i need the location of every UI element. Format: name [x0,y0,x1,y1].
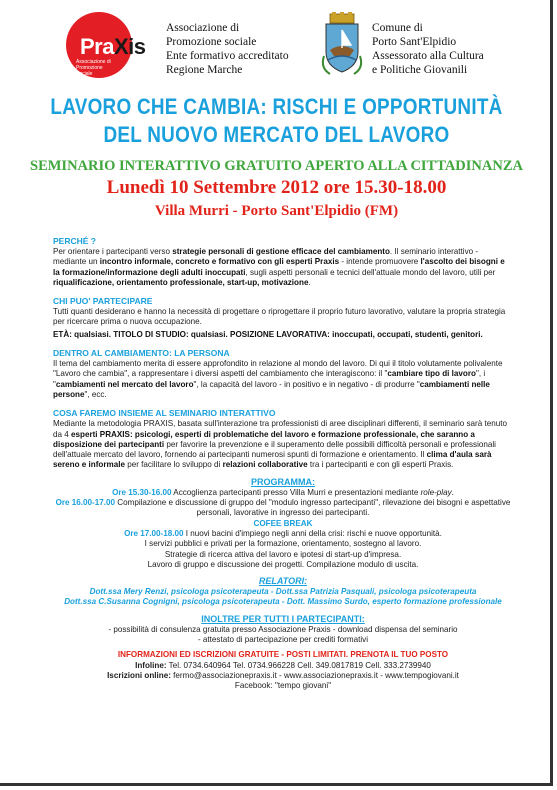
programma-line: Lavoro di gruppo e discussione dei progetti. Compilazione modulo di uscita. [147,559,419,569]
coffee-break-label: COFEE BREAK [253,518,313,528]
comune-line: Assessorato alla Cultura [372,50,484,62]
online-label: Iscrizioni online: [107,670,171,680]
bold-run: esperti PRAXIS: psicologi, esperti di problematiche del lavoro e formazione professionale, che saranno a disposizione dei partecipanti [53,429,475,449]
relatori-line: Dott.ssa Mery Renzi, psicologa psicoterapeuta - Dott.ssa Patrizia Pasquali, psicologa psicoterapeuta [89,587,477,597]
section-heading-chi: CHI PUO' PARTECIPARE [53,296,153,307]
bold-run: incontro informale, concreto e formativo con gli esperti Praxis [99,257,340,267]
bold-run: cambiamenti nelle persone [53,379,490,399]
bold-run: clima d'aula sarà sereno e informale [53,450,492,470]
infoline-text: Tel. 0734.640964 Tel. 0734.966228 Cell. 349.0817819 Cell. 333.2739940 [166,660,431,670]
logo-word [80,34,146,60]
section-text-chi: Tutti quanti desiderano e hanno la necessità di progettare o riprogettare il proprio futuro lavorativo, valutare la propria strategia per ricercare prima o nuova occupazione. [53,307,506,327]
programma-item [53,488,513,498]
text-run: Mediante la metodologia PRAXIS, basata sull'interazione tra professionisti di aree disciplinari differenti, il seminario sarà tenuto da 4 [53,419,507,439]
comune-info [372,21,484,77]
title-line-1: LAVORO CHE CAMBIA: RISCHI E OPPORTUNITÀ [50,94,503,119]
programma-em: role-play [420,487,452,497]
text-run: - intende promuovere [339,257,421,267]
text-run: . [308,277,311,287]
programma-time: Ore 15.30-16.00 [112,487,172,497]
logo-word-part2: Xis [113,34,146,59]
seminar-subtitle: SEMINARIO INTERATTIVO GRATUITO APERTO ALLA CITTADINANZA [30,158,523,174]
relatori-line: Dott.ssa C.Susanna Cognigni, psicologa psicoterapeuta - Dott. Massimo Surdo, esperto formazione professionale [64,597,502,607]
header [0,0,553,95]
section-text-dentro [53,359,513,400]
relatori-heading: RELATORI: [258,576,308,587]
online-text[interactable]: fermo@associazionepraxis.it - www.associazionepraxis.it - www.tempogiovani.it [170,670,459,680]
section-heading-perche: PERCHÉ ? [53,236,96,246]
online-registration [53,671,513,681]
text-run: ", i " [53,369,486,389]
programma-tail: . [451,487,454,497]
programma-line: Strategie di ricerca attiva del lavoro e ipotesi di start-up d'impresa. [164,549,402,559]
inoltre-line: - possibilità di consulenza gratuita presso Associazione Praxis - download dispensa del seminario [108,624,458,634]
programma-item [53,529,513,539]
praxis-logo [60,12,160,86]
association-info [166,21,289,77]
section-text-chi-details [53,330,513,340]
content-body [53,236,513,692]
programma-text: Compilazione e discussione di gruppo del "modulo ingresso partecipanti", rilevazione dei bisogni e aspettative personali, lavorative in ingresso dei partecipanti. [115,498,511,518]
programma-line: I servizi pubblici e privati per la formazione, orientamento, sostegno al lavoro. [144,539,422,549]
assoc-line: Associazione di [166,22,240,34]
programma-text: Accoglienza partecipanti presso Villa Murri e presentazioni mediante [171,487,421,497]
programma-text: I nuovi bacini d'impiego negli anni della crisi: rischi e nuove opportunità. [183,528,442,538]
comune-line: Comune di [372,22,423,34]
assoc-line: Regione Marche [166,64,243,76]
bold-run: relazioni collaborative [222,460,308,470]
bold-run: strategie personali di gestione efficace del cambiamento [172,247,390,256]
section-text-perche [53,247,513,288]
bold-run: riqualificazione, orientamento professionale, start-up, motivazione [53,277,309,287]
section-text-cosa [53,419,513,470]
facebook-line: Facebook: "tempo giovani" [234,681,332,691]
text-run: per favorire la prevenzione e il superamento delle possibili difficoltà personali e professionali dell'attuale mercato del lavoro, fornendo ai partecipanti numerosi spunti di formazione e orientamento. Il [53,439,496,460]
comune-line: Porto Sant'Elpidio [372,36,457,48]
bold-run: cambiamenti nel mercato del lavoro [55,379,194,389]
programma-heading: PROGRAMMA: [251,476,315,487]
text-run: , sugli aspetti personali e tecnici dell'attuale mondo del lavoro, utili per [245,267,496,277]
section-heading-cosa: COSA FAREMO INSIEME AL SEMINARIO INTERATTIVO [53,408,276,419]
text-run: . Il seminario interattivo - mediante un [53,247,479,267]
section-heading-dentro: DENTRO AL CAMBIAMENTO: LA PERSONA [53,348,230,359]
bold-run: ETÀ: qualsiasi. TITOLO DI STUDIO: qualsiasi. POSIZIONE LAVORATIVA: inoccupati, occupati, studenti, genitori. [53,329,483,339]
inoltre-heading: INOLTRE PER TUTTI I PARTECIPANTI: [201,613,365,624]
logo-sub: Associazione di Promozione Sociale [76,59,111,77]
assoc-line: Ente formativo accreditato [166,50,289,62]
bold-run: cambiare tipo di lavoro [387,369,476,379]
text-run: tra i partecipanti e con gli esperti Praxis. [307,460,454,470]
event-place: Villa Murri - Porto Sant'Elpidio (FM) [154,203,399,219]
text-run: ", la capacità del lavoro - in positivo e in negativo - di produrre " [193,379,420,389]
text-run: Per orientare i partecipanti verso [53,247,173,256]
municipal-crest-icon [320,12,364,78]
programma-time: Ore 16.00-17.00 [55,498,115,508]
text-run: per facilitare lo sviluppo di [124,460,223,470]
bold-run: l'ascolto dei bisogni e la formazione/informazione degli adulti inoccupati [53,257,505,277]
programma-time: Ore 17.00-18.00 [124,528,184,538]
logo-word-part1: Pra [80,34,114,59]
info-heading: INFORMAZIONI ED ISCRIZIONI GRATUITE - POSTI LIMITATI. PRENOTA IL TUO POSTO [117,650,449,660]
event-date: Lunedì 10 Settembre 2012 ore 15.30-18.00 [106,177,447,198]
infoline-label: Infoline: [135,660,167,670]
inoltre-line: - attestato di partecipazione per crediti formativi [197,635,369,645]
text-run: Il tema del cambiamento merita di essere approfondito in relazione al mondo del lavoro. Di qui il titolo volutamente polivalente "Lavoro che cambia", a rappresentare i diversi aspetti del cambiamento che interagiscono: il " [53,359,503,379]
comune-line: e Politiche Giovanili [372,64,468,76]
title-line-2: DEL NUOVO MERCATO DEL LAVORO [103,122,450,147]
text-run: ", ecc. [84,389,107,399]
infoline [53,661,513,671]
assoc-line: Promozione sociale [166,36,257,48]
programma-item [53,498,513,519]
